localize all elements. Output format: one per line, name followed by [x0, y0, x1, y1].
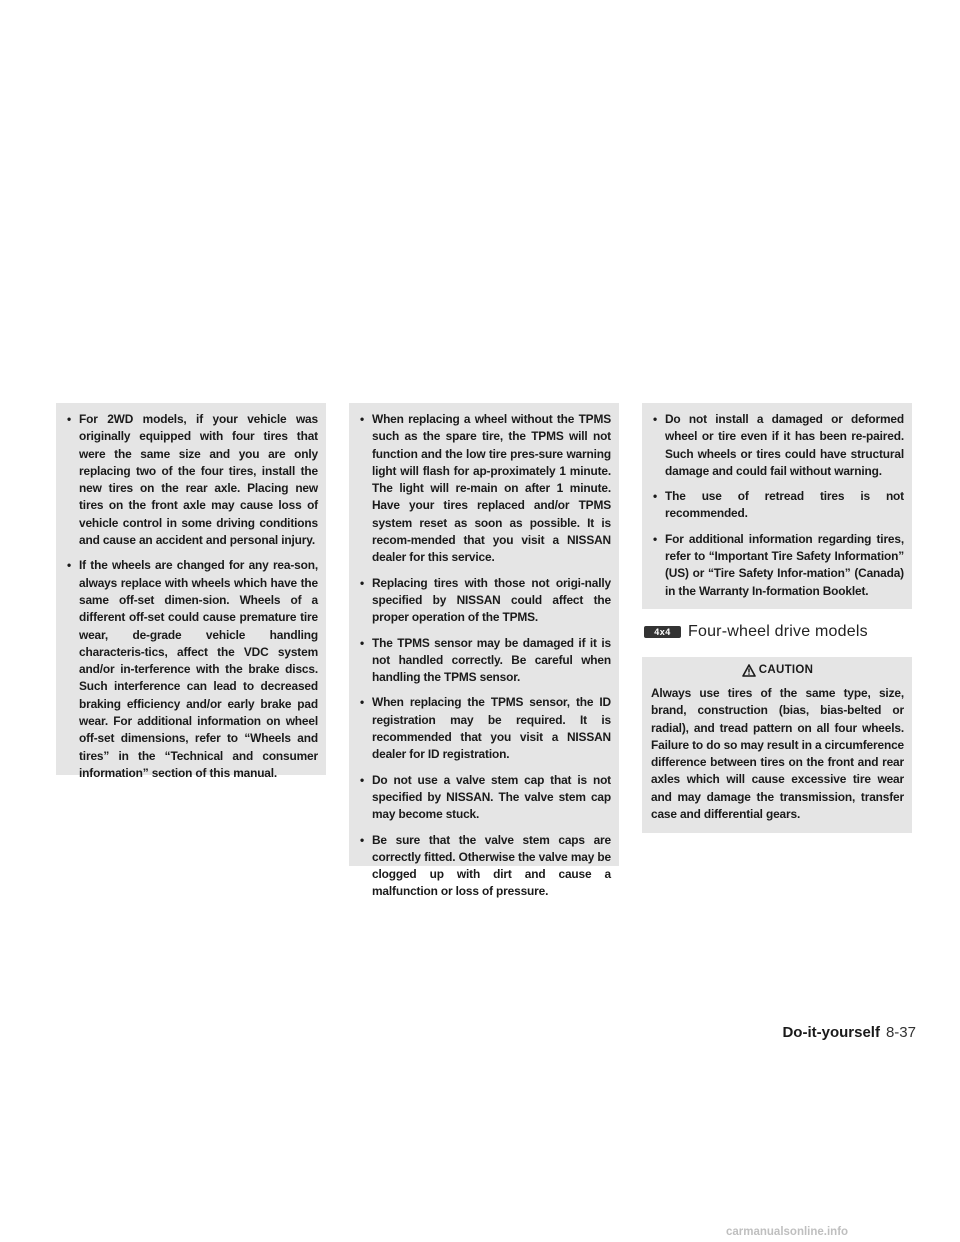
middle-column [349, 403, 619, 899]
list-item: • For 2WD models, if your vehicle was originally equipped with four tires that were the same size and you are only replacing two of the four tires, install the new tires on the rear axle. Placing new tires on the front axle may cause loss of vehicle control in some driving conditions and cause an accident and personal injury. [65, 411, 318, 549]
left-column [56, 403, 326, 780]
section-heading [644, 622, 912, 642]
list-item: • If the wheels are changed for any rea-son, always replace with wheels which have the same off-set dimen-sion. Wheels of a different off-set could cause premature tire wear, de-grade vehicle handling characteris-tics, affect the VDC system and/or in-terference with the brake discs. Such interference can lead to decreased braking efficiency and/or early brake pad wear. For additional information on wheel off-set dimensions, refer to “Wheels and tires” in the “Technical and consumer information” section of this manual. [65, 557, 318, 782]
list-item: • When replacing a wheel without the TPMS such as the spare tire, the TPMS will not function and the low tire pres-sure warning light will flash for ap-proximately 1 minute. The light will re-main on after 1 minute. Have your tires replaced and/or TPMS system reset as soon as possible. It is recom-mended that you visit a NISSAN dealer for this service. [358, 411, 611, 567]
list-item: • Be sure that the valve stem caps are correctly fitted. Otherwise the valve may be clogged up with dirt and cause a malfunction or loss of pressure. [358, 832, 611, 901]
list-item: • For additional information regarding tires, refer to “Important Tire Safety Information” (US) or “Tire Safety Infor-mation” (Canada) in the Warranty In-formation Booklet. [651, 531, 904, 600]
watermark: carmanualsonline.info [726, 1226, 849, 1238]
footer-section-name: Do-it-yourself [782, 1024, 880, 1041]
four-wheel-drive-badge-icon: 4x4 [644, 626, 681, 638]
warning-box-left [56, 403, 326, 780]
warning-box-right [642, 403, 912, 609]
caution-header [651, 664, 904, 677]
list-item: • The TPMS sensor may be damaged if it is not handled correctly. Be careful when handling the TPMS sensor. [358, 635, 611, 687]
warning-list-right [651, 411, 904, 600]
list-item: • When replacing the TPMS sensor, the ID registration may be required. It is recommended that you visit a NISSAN dealer for ID registration. [358, 694, 611, 763]
page-footer [782, 1024, 916, 1041]
warning-list-left [65, 411, 318, 782]
list-item: • Replacing tires with those not origi-nally specified by NISSAN could affect the proper operation of the TPMS. [358, 575, 611, 627]
warning-triangle-icon [742, 664, 756, 677]
page-number: 8-37 [885, 1024, 916, 1041]
right-column [642, 403, 912, 833]
caution-text: Always use tires of the same type, size, brand, construction (bias, bias-belted or radial), and tread pattern on all four wheels. Failure to do so may result in a circumference difference between tires on the front and rear axles which will cause excessive tire wear and may damage the transmission, transfer case and differential gears. [651, 685, 904, 822]
caution-box [642, 657, 912, 833]
list-item: • Do not use a valve stem cap that is not specified by NISSAN. The valve stem cap may become stuck. [358, 772, 611, 824]
warning-box-middle [349, 403, 619, 899]
warning-list-middle [358, 411, 611, 901]
caution-title: CAUTION [758, 664, 814, 677]
list-item: • The use of retread tires is not recommended. [651, 488, 904, 523]
list-item: • Do not install a damaged or deformed wheel or tire even if it has been re-paired. Such wheels or tires could have structural damage and could fail without warning. [651, 411, 904, 480]
section-title: Four-wheel drive models [688, 622, 868, 640]
